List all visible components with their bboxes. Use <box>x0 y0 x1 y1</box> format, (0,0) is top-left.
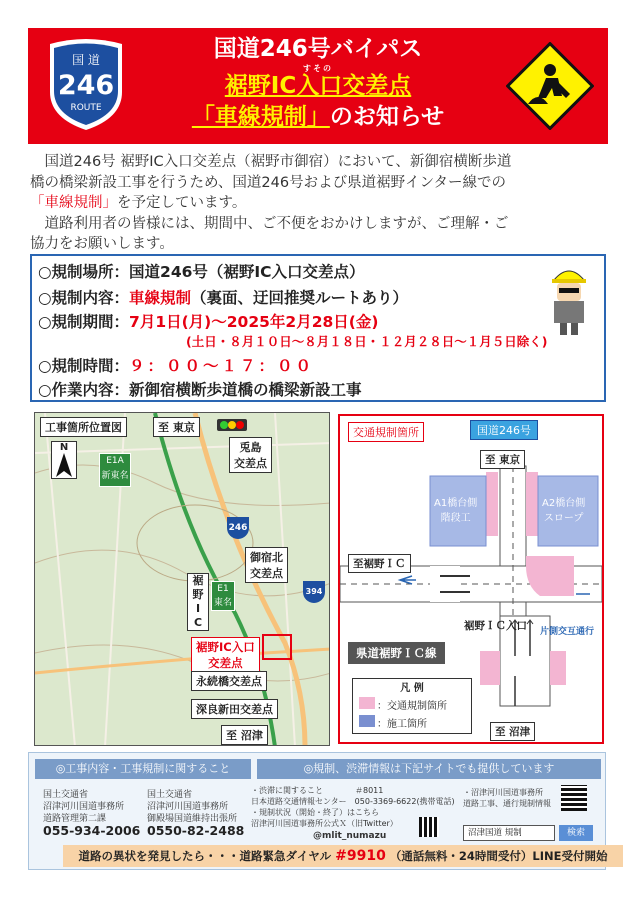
site-qr-code-icon <box>561 785 587 811</box>
contact-footer <box>28 752 606 870</box>
eizoku-label: 永続橋交差点 <box>191 671 267 691</box>
footer-bar-right: ◎規制、渋滞情報は下記サイトでも提供しています <box>257 759 601 779</box>
north-label: N <box>59 442 69 453</box>
intro-line2: 橋の橋梁新設工事を行うため、国道246号および県道裾野インター線での <box>30 174 507 191</box>
route-394-badge: 394 <box>303 581 325 603</box>
page-title <box>158 34 478 134</box>
info-time <box>38 354 314 376</box>
c4-l2: 道路工事、通行規制情報 <box>463 799 551 808</box>
c3-l3: ・規制状況（開始・終了）はこちら <box>251 808 379 817</box>
info-period-value: 7月1日(月)〜2025年2月28日(金) <box>129 313 379 331</box>
diagram-prefectural-road: 県道裾野ＩＣ線 <box>348 642 445 664</box>
fukara-label: 深良新田交差点 <box>191 699 278 719</box>
map-to-tokyo: 至 東京 <box>153 417 200 437</box>
diagram-to-susono-ic: 至裾野ＩＣ <box>348 554 411 573</box>
c3-l4: 沼津河川国道事務所公式Ｘ（旧Twitter） <box>251 819 398 828</box>
c2-office: 沼津河川国道事務所 <box>147 802 229 812</box>
target-intersection-label: 裾野IC入口 交差点 <box>191 637 260 673</box>
diagram-ic-entrance: 裾野ＩＣ入口 <box>464 620 527 632</box>
title-ruby: すその <box>303 64 333 73</box>
legend-pink-swatch <box>359 697 375 709</box>
diagram-to-tokyo: 至 東京 <box>480 450 525 469</box>
c1-org: 国土交通省 <box>43 790 89 800</box>
info-content-red: 車線規制 <box>129 289 192 307</box>
info-time-label: ○規制時間： <box>38 357 130 375</box>
title-highlight: 「車線規制」 <box>191 104 330 130</box>
e1-tomei-badge <box>211 581 235 611</box>
contact-4 <box>463 787 551 809</box>
intro-text <box>30 152 610 255</box>
title-line1: 国道246号バイパス <box>213 36 423 62</box>
c1-office: 沼津河川国道事務所 <box>43 802 125 812</box>
c2-phone: 0550-82-2488 <box>147 823 245 838</box>
e1-code: E1 <box>217 584 229 594</box>
c1-dept: 道路管理第二課 <box>43 814 107 824</box>
map-traffic-light-icon <box>217 419 247 431</box>
a2-label: A2橋台側 スロープ <box>542 498 586 524</box>
traffic-regulation-diagram <box>338 414 604 744</box>
emergency-number: #9910 <box>335 848 386 864</box>
intro-line3-rest: を予定しています。 <box>117 195 247 211</box>
emergency-pre: 道路の異状を発見したら・・・道路緊急ダイヤル <box>78 849 332 863</box>
title-line2: 裾野IC入口交差点 <box>224 73 412 99</box>
contact-1 <box>43 789 140 837</box>
info-place-label: ○規制場所： <box>38 263 130 281</box>
c2-dept: 御殿場国道維持出張所 <box>147 814 238 824</box>
info-content-rest: （裏面、迂回推奨ルートあり） <box>191 289 409 307</box>
construction-sign-icon <box>506 42 594 130</box>
emergency-dial-bar <box>63 845 623 867</box>
contact-2 <box>147 789 244 837</box>
north-arrow-icon <box>51 441 77 479</box>
diagram-title: 交通規制箇所 <box>348 422 424 442</box>
info-content-label: ○規制内容： <box>38 289 130 307</box>
c3-l2: 日本道路交通情報センター 050-3369-6622(携帯電話) <box>251 797 455 806</box>
info-period-note: (土日・８月１０日〜８月１８日・１２月２８日〜１月５日除く) <box>186 334 548 349</box>
map-title: 工事箇所位置図 <box>40 417 127 437</box>
intro-line4: 道路利用者の皆様には、期間中、ご不便をおかけしますが、ご理解・ご <box>44 215 509 232</box>
info-work-label: ○作業内容： <box>38 381 130 399</box>
footer-bar-left: ◎工事内容・工事規制に関すること <box>35 759 251 779</box>
info-content <box>38 286 408 308</box>
e1a-code: E1A <box>106 456 124 466</box>
susono-ic-label: 裾 野 I C <box>187 573 209 631</box>
c1-phone: 055-934-2006 <box>43 823 141 838</box>
emergency-post: （通話無料・24時間受付）LINE受付開始 <box>389 849 608 863</box>
shield-number: 246 <box>57 70 115 101</box>
info-work-value: 新御宿横断歩道橋の橋梁新設工事 <box>129 381 362 399</box>
restriction-info-box <box>30 254 606 402</box>
info-period <box>38 310 378 332</box>
shield-route-text: ROUTE <box>70 103 102 113</box>
c4-l1: ・沼津河川国道事務所 <box>463 788 543 797</box>
intro-line3 <box>30 193 610 214</box>
diagram-to-numazu: 至 沼津 <box>490 722 535 741</box>
map-to-numazu: 至 沼津 <box>221 725 268 745</box>
construction-worker-icon <box>540 260 598 336</box>
location-map <box>34 412 330 746</box>
search-box[interactable]: 沼津国道 規制 <box>463 825 555 841</box>
intro-line5: 協力をお願いします。 <box>30 236 174 252</box>
intro-lane-restriction: 「車線規制」 <box>30 195 117 211</box>
diagram-route-badge: 国道246号 <box>470 420 538 440</box>
route-246-badge: 246 <box>227 517 249 539</box>
info-time-value: ９：００〜１７：００ <box>129 357 315 375</box>
title-rest: のお知らせ <box>329 104 445 130</box>
x-qr-code-icon <box>419 817 439 837</box>
info-place-value: 国道246号（裾野IC入口交差点） <box>129 263 365 281</box>
legend-blue-text: ：施工箇所 <box>377 719 427 730</box>
usagishima-label: 兎島 交差点 <box>229 437 272 473</box>
e1a-name: 新東名 <box>101 471 129 481</box>
route-246-shield-icon <box>44 36 128 132</box>
shield-top-text: 国 道 <box>72 53 100 67</box>
title-line3 <box>158 100 478 134</box>
diagram-one-side: 片側交互通行 <box>540 627 595 637</box>
e1a-shinmei-badge <box>99 453 131 487</box>
c3-l1: ・渋滞に関すること ＃8011 <box>251 786 384 795</box>
legend-title: 凡 例 <box>400 683 424 694</box>
a1-label: A1橋台側 階段工 <box>434 498 478 524</box>
mishukukita-label: 御宿北 交差点 <box>245 547 288 583</box>
c3-handle: @mlit_numazu <box>313 831 387 841</box>
legend-blue-swatch <box>359 715 375 727</box>
search-button[interactable]: 検索 <box>559 825 593 841</box>
e1-name: 東名 <box>213 598 232 608</box>
info-period-label: ○規制期間： <box>38 313 130 331</box>
intro-line1: 国道246号 裾野IC入口交差点（裾野市御宿）において、新御宿横断歩道 <box>44 154 512 170</box>
c2-org: 国土交通省 <box>147 790 193 800</box>
header-banner <box>28 28 608 144</box>
diagram-legend <box>352 678 472 734</box>
info-place <box>38 260 365 282</box>
legend-pink-text: ：交通規制箇所 <box>377 701 447 712</box>
info-work <box>38 378 362 400</box>
